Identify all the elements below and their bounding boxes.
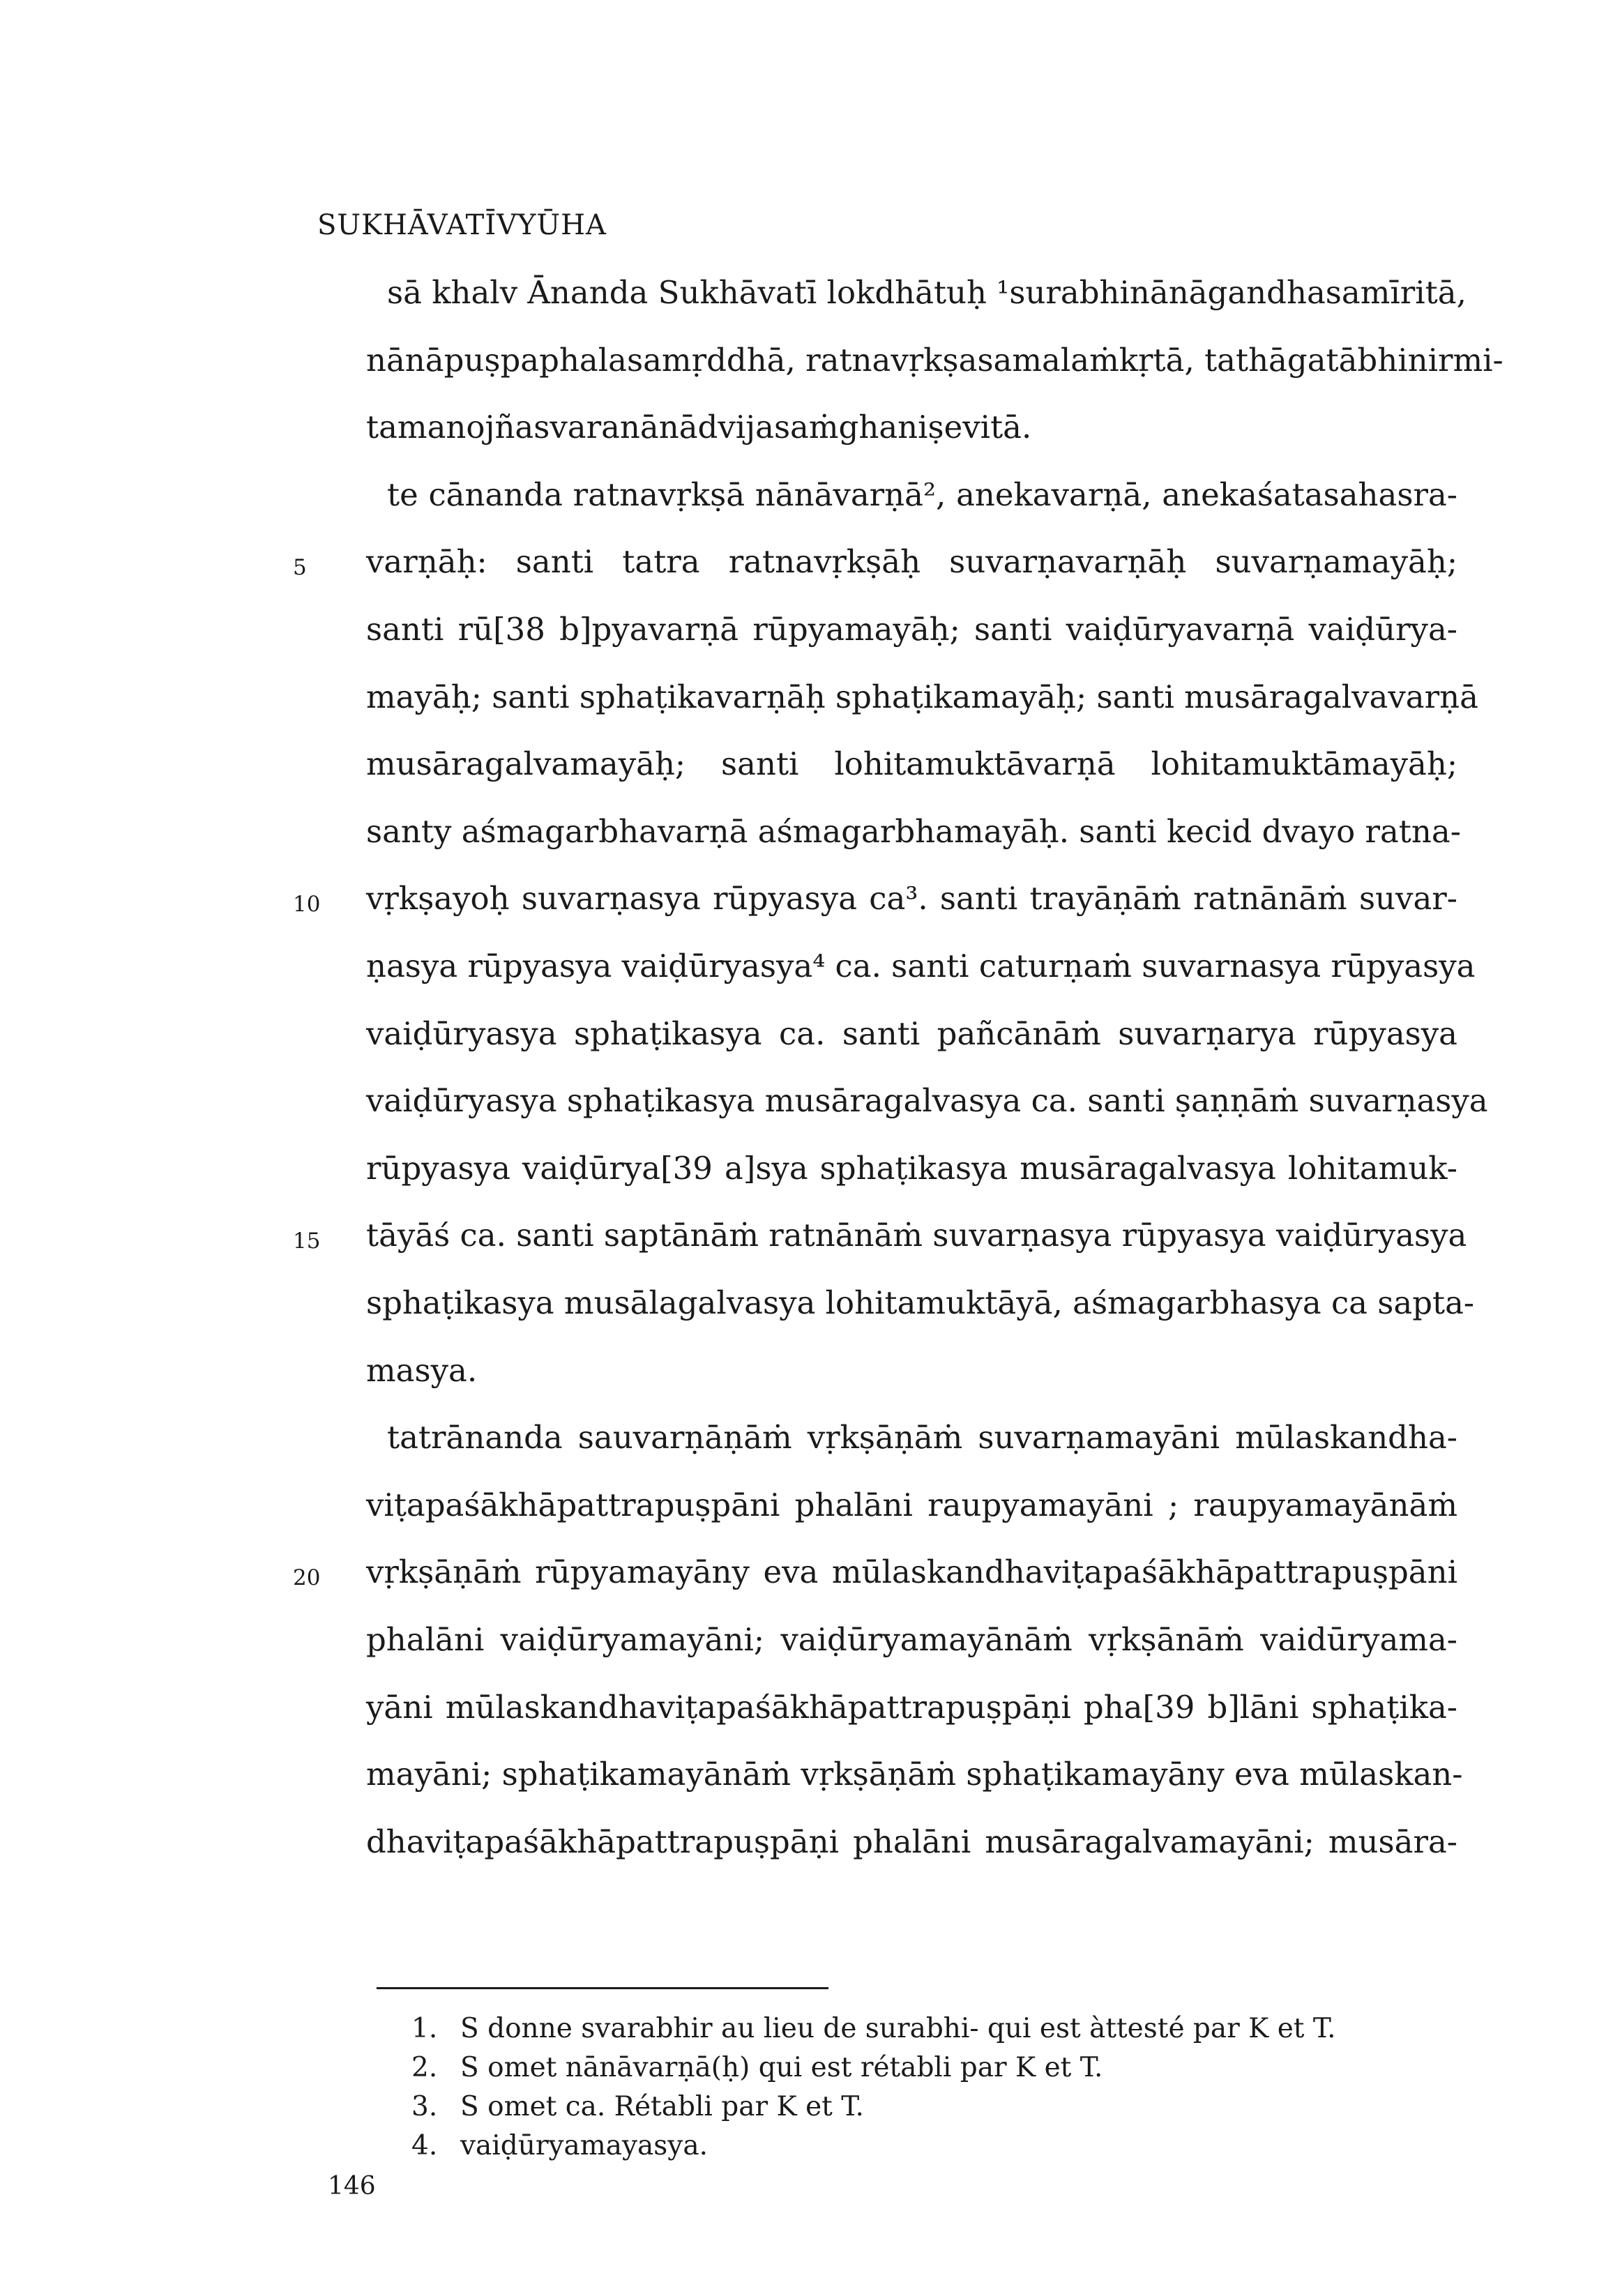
text-line: tāyāś ca. santi saptānāṁ ratnānāṁ suvarṇasya rūpyasya vaiḍūryasya <box>366 1217 1467 1254</box>
running-title: SUKHĀVATĪVYŪHA <box>317 209 607 241</box>
footnote <box>411 2051 1103 2085</box>
text-line: rūpyasya vaiḍūrya[39 a]sya sphaṭikasya musāragalvasya lohitamuk- <box>366 1150 1457 1187</box>
text-line: vṛkṣāṇāṁ rūpyamayāny eva mūlaskandhaviṭapaśākhāpattrapuṣpāni <box>366 1553 1457 1590</box>
footnote-number: 1. <box>411 2013 438 2044</box>
footnote <box>411 2129 708 2164</box>
text-line: vaiḍūryasya sphaṭikasya musāragalvasya ca. santi ṣaṇṇāṁ suvarṇasya <box>366 1082 1488 1119</box>
page-number: 146 <box>328 2172 376 2200</box>
footnote-number: 4. <box>411 2130 438 2161</box>
text-line: tatrānanda sauvarṇāṇāṁ vṛkṣāṇāṁ suvarṇamayāni mūlaskandha- <box>387 1419 1457 1456</box>
text-line: viṭapaśākhāpattrapuṣpāni phalāni raupyamayāni ; raupyamayānāṁ <box>366 1487 1457 1523</box>
footnote <box>411 2090 864 2124</box>
line-number: 10 <box>293 892 321 917</box>
text-line: mayāḥ; santi sphaṭikavarṇāḥ sphaṭikamayāḥ; santi musāragalvavarṇā <box>366 678 1478 715</box>
text-line: vaiḍūryasya sphaṭikasya ca. santi pañcānāṁ suvarṇarya rūpyasya <box>366 1015 1457 1052</box>
text-line: santy aśmagarbhavarṇā aśmagarbhamayāḥ. santi kecid dvayo ratna- <box>366 813 1461 850</box>
text-line: te cānanda ratnavṛkṣā nānāvarṇā², anekavarṇā, anekaśatasahasra- <box>387 476 1457 513</box>
line-number: 20 <box>293 1565 321 1590</box>
text-line: sā khalv Ānanda Sukhāvatī lokdhātuḥ ¹surabhinānāgandhasamīritā, <box>387 274 1467 311</box>
text-line: tamanojñasvaranānādvijasaṁghaniṣevitā. <box>366 409 1032 446</box>
text-line: nānāpuṣpaphalasamṛddhā, ratnavṛkṣasamalaṁkṛtā, tathāgatābhinirmi- <box>366 342 1503 379</box>
text-line: musāragalvamayāḥ; santi lohitamuktāvarṇā lohitamuktāmayāḥ; <box>366 745 1457 782</box>
text-line: ṇasya rūpyasya vaiḍūryasya⁴ ca. santi caturṇaṁ suvarnasya rūpyasya <box>366 948 1476 984</box>
footnote-divider <box>377 1987 828 1989</box>
text-line: sphaṭikasya musālagalvasya lohitamuktāyā, aśmagarbhasya ca sapta- <box>366 1284 1475 1321</box>
text-line: vṛkṣayoḥ suvarṇasya rūpyasya ca³. santi trayāṇāṁ ratnānāṁ suvar- <box>366 880 1457 917</box>
text-line: santi rū[38 b]pyavarṇā rūpyamayāḥ; santi vaiḍūryavarṇā vaiḍūrya- <box>366 611 1457 648</box>
line-number: 5 <box>293 555 307 580</box>
footnote-text: S donne svarabhir au lieu de surabhi- qui est àttesté par K et T. <box>460 2013 1336 2044</box>
text-line: varṇāḥ: santi tatra ratnavṛkṣāḥ suvarṇavarṇāḥ suvarṇamayāḥ; <box>366 543 1457 580</box>
line-number: 15 <box>293 1229 321 1254</box>
text-line: phalāni vaiḍūryamayāni; vaiḍūryamayānāṁ vṛkṣānāṁ vaidūryama- <box>366 1621 1457 1658</box>
footnote-text: S omet ca. Rétabli par K et T. <box>460 2091 864 2122</box>
footnote-number: 2. <box>411 2052 438 2083</box>
footnote-text: S omet nānāvarṇā(ḥ) qui est rétabli par K et T. <box>460 2052 1103 2083</box>
text-line: mayāni; sphaṭikamayānāṁ vṛkṣāṇāṁ sphaṭikamayāny eva mūlaskan- <box>366 1756 1463 1793</box>
text-line: masya. <box>366 1352 478 1389</box>
text-line: dhaviṭapaśākhāpattrapuṣpāṇi phalāni musāragalvamayāni; musāra- <box>366 1823 1457 1860</box>
footnote-text: vaiḍūryamayasya. <box>460 2130 708 2161</box>
text-line: yāni mūlaskandhaviṭapaśākhāpattrapuṣpāṇi pha[39 b]lāni sphaṭika- <box>366 1689 1457 1726</box>
footnote-number: 3. <box>411 2091 438 2122</box>
footnote <box>411 2012 1336 2046</box>
